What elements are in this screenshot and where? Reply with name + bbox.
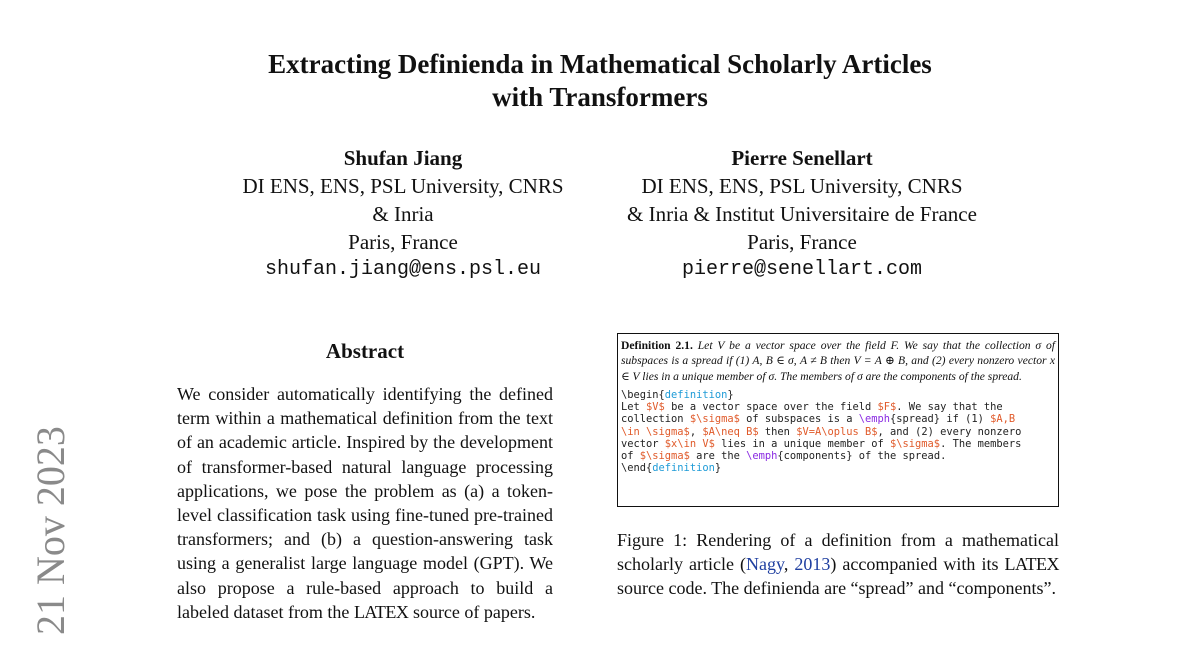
code-token-math: $V=A\oplus B$ <box>796 425 878 438</box>
definition-text: Let V be a vector space over the field F. We say that the collection σ of subspaces is a spread if (1) A, B ∈ σ, A ≠ B then V = A ⊕ B, and (2) every nonzero vector x ∈ V lies in a unique member of σ. The members of σ are the components of the spread. <box>621 339 1056 383</box>
code-token-emph: \emph <box>858 413 891 426</box>
citation-year-link[interactable]: 2013 <box>794 554 831 575</box>
author-email[interactable]: shufan.jiang@ens.psl.eu <box>264 258 542 281</box>
code-token-math: $F$ <box>877 401 897 414</box>
code-token: collection <box>621 413 690 426</box>
abstract-text-end: source of papers. <box>408 601 536 622</box>
latex-source-code <box>621 389 1055 474</box>
code-token-kw: definition <box>664 388 728 401</box>
citation-author-link[interactable]: Nagy <box>746 554 784 575</box>
caption-text-mid: ) accompanied with its <box>830 554 1005 575</box>
figure-definition-box <box>617 333 1059 507</box>
code-line <box>621 438 1055 450</box>
latex-logo: LATEX <box>1004 554 1059 575</box>
caption-text: Figure 1: Rendering of a definition from a mathematical scholarly article ( <box>617 530 1059 575</box>
author-block-1 <box>210 144 596 284</box>
paper-title <box>0 48 1200 114</box>
code-token: then <box>758 425 797 438</box>
author-affiliation: DI ENS, ENS, PSL University, CNRS <box>242 174 564 198</box>
code-token-kw: definition <box>652 462 715 475</box>
code-token-emph: \emph <box>746 449 778 462</box>
latex-logo: LATEX <box>353 601 409 622</box>
code-line <box>621 462 1055 474</box>
code-token: , <box>689 425 703 438</box>
author-name: Shufan Jiang <box>343 146 463 170</box>
code-token-math: $\sigma$ <box>689 413 740 426</box>
code-line <box>621 413 1055 425</box>
abstract-body <box>177 382 553 624</box>
abstract-heading: Abstract <box>325 339 405 363</box>
code-token: Let <box>621 401 647 414</box>
code-line <box>621 389 1055 401</box>
code-token: \begin{ <box>621 388 665 401</box>
code-token-math: $A,B <box>990 413 1016 426</box>
code-token: } <box>727 388 734 401</box>
code-token: be a vector space over the field <box>664 401 878 414</box>
author-email[interactable]: pierre@senellart.com <box>681 258 923 281</box>
code-line <box>621 450 1055 462</box>
code-token-math: \in \sigma$ <box>621 425 690 438</box>
code-line <box>621 401 1055 413</box>
title-line-2: with Transformers <box>492 82 708 112</box>
author-name: Pierre Senellart <box>731 146 873 170</box>
code-token-math: $V$ <box>646 401 665 414</box>
code-line <box>621 426 1055 438</box>
code-token-math: $A\neq B$ <box>702 425 759 438</box>
author-affiliation: DI ENS, ENS, PSL University, CNRS <box>641 174 963 198</box>
code-token: {spread} if (1) <box>890 413 991 426</box>
code-token: } <box>714 462 722 475</box>
caption-text-end: source code. The definienda are “spread” and “components”. <box>617 578 1056 599</box>
citation-separator: , <box>783 554 795 575</box>
author-affiliation-cont: & Inria & Institut Universitaire de France <box>627 202 977 226</box>
arxiv-date-stamp <box>30 425 72 635</box>
code-token: are the <box>689 449 747 462</box>
code-token: . We say that the <box>896 401 1003 414</box>
title-line-1: Extracting Definienda in Mathematical Scholarly Articles <box>268 49 932 79</box>
code-token: of subspaces is a <box>739 413 859 426</box>
code-token: , and (2) every nonzero <box>877 425 1022 438</box>
code-token: {components} of the spread. <box>777 449 947 462</box>
figure-caption <box>617 528 1059 601</box>
code-token: vector <box>621 437 665 450</box>
code-token: \end{ <box>621 462 653 475</box>
code-token-math: $\sigma$ <box>890 437 941 450</box>
abstract-text: We consider automatically identifying the defined term within a mathematical definition from the text of an academic article. Inspired by the development of transformer-based natural language processing applications, we pose the problem as (a) a token-level classification task using fine-tuned pre-trained transformers; and (b) a question-answering task using a generalist large language model (GPT). We also propose a rule-based approach to build a labeled dataset from the <box>177 384 553 622</box>
code-token-math: $x\in V$ <box>664 437 715 450</box>
code-token: lies in a unique member of <box>714 437 891 450</box>
definition-rendering <box>621 338 1055 384</box>
author-location: Paris, France <box>747 230 857 254</box>
code-token: of <box>621 449 640 462</box>
author-block-2 <box>596 144 1008 284</box>
arxiv-date-text: 21 Nov 2023 <box>28 426 73 635</box>
author-affiliation-cont: & Inria <box>372 202 434 226</box>
author-location: Paris, France <box>348 230 458 254</box>
definition-label: Definition 2.1. <box>621 339 693 352</box>
code-token: . The members <box>940 437 1022 450</box>
code-token-math: $\sigma$ <box>639 449 690 462</box>
